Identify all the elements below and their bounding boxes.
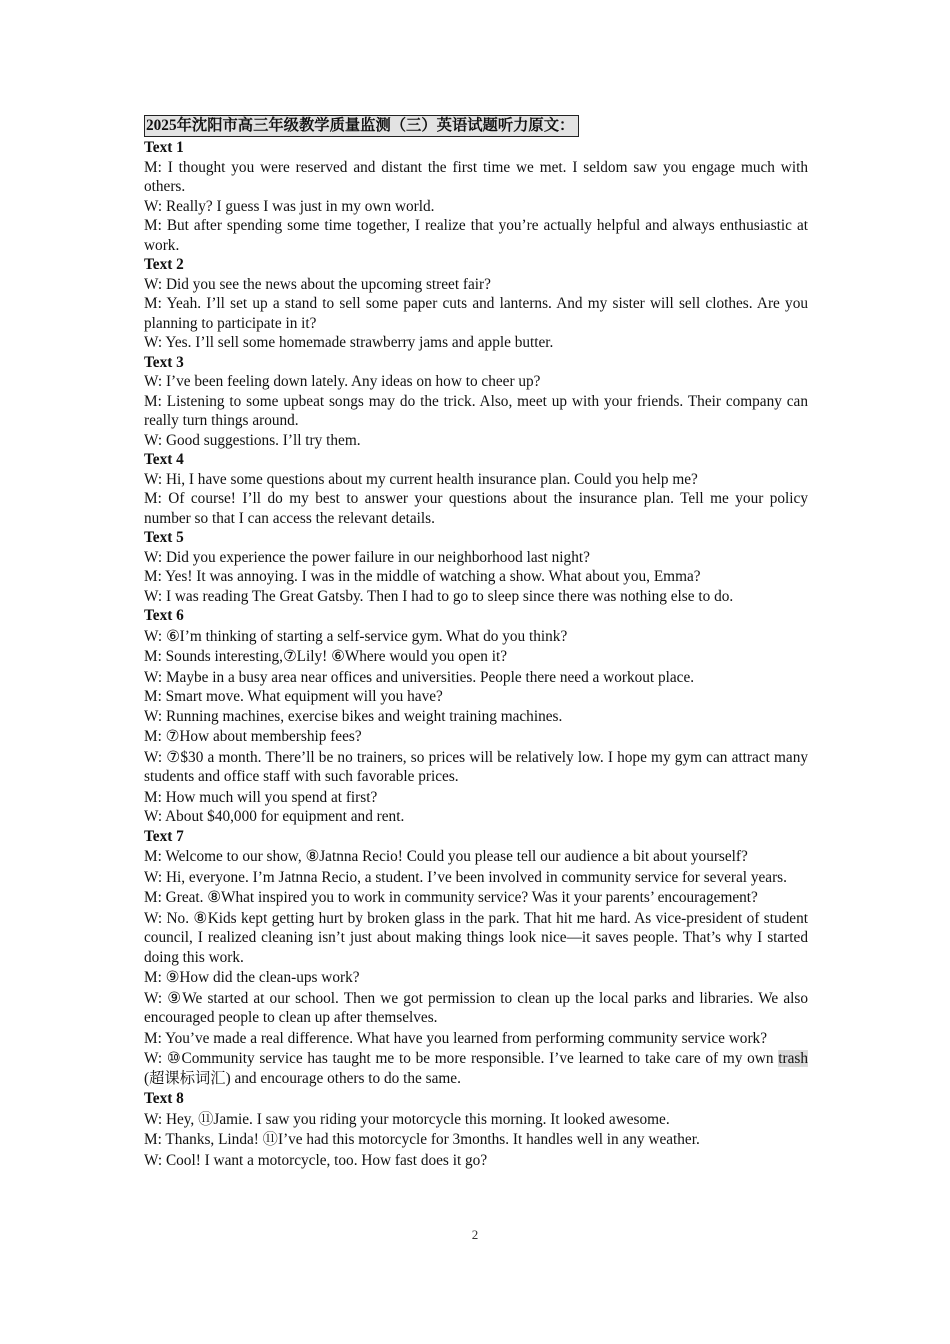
text-sections: [144, 138, 808, 1170]
dialogue-line: M: But after spending some time together, I realize that you’re actually helpful and always enthusiastic at work.: [144, 217, 808, 254]
dialogue-line: W: Hey, ⑪Jamie. I saw you riding your motorcycle this morning. It looked awesome.: [144, 1110, 670, 1128]
dialogue-line: M: ⑦How about membership fees?: [144, 728, 362, 745]
dialogue-line: M: Listening to some upbeat songs may do the trick. Also, meet up with your friends. Their company can really turn things around.: [144, 392, 808, 429]
section-heading: Text 7: [144, 827, 184, 845]
text-section: [144, 138, 808, 255]
section-heading: Text 2: [144, 256, 184, 273]
highlighted-word: trash: [778, 1050, 808, 1067]
text-section: [144, 255, 808, 353]
dialogue-line: M: Yeah. I’ll set up a stand to sell some paper cuts and lanterns. And my sister will sell clothes. Are you planning to participate in it?: [144, 295, 808, 332]
text-section: [144, 606, 808, 827]
page-number: 2: [471, 1227, 479, 1242]
text-section: [144, 1089, 808, 1170]
dialogue-line: W: Did you see the news about the upcoming street fair?: [144, 275, 491, 293]
dialogue-line: M: Of course! I’ll do my best to answer your questions about the insurance plan. Tell me your policy number so that I can access the relevant details.: [144, 490, 808, 527]
section-heading: Text 1: [144, 139, 184, 156]
dialogue-fragment: W: ⑩Community service has taught me to be more responsible. I’ve learned to take care of my own: [144, 1050, 779, 1067]
text-section: [144, 827, 808, 1089]
dialogue-line: W: ⑥I’m thinking of starting a self-service gym. What do you think?: [144, 627, 568, 645]
dialogue-line: W: Yes. I’ll sell some homemade strawberry jams and apple butter.: [144, 334, 554, 351]
dialogue-line: M: How much will you spend at first?: [144, 788, 378, 806]
dialogue-line: W: ⑦$30 a month. There’ll be no trainers, so prices will be relatively low. I hope my gym can attract many students and office staff with such favorable prices.: [144, 748, 808, 785]
dialogue-line: M: Welcome to our show, ⑧Jatnna Recio! Could you please tell our audience a bit about yourself?: [144, 848, 748, 865]
dialogue-line: W: Really? I guess I was just in my own world.: [144, 197, 435, 215]
section-heading: Text 4: [144, 451, 184, 468]
dialogue-line: W: Hi, everyone. I’m Jatnna Recio, a student. I’ve been involved in community service for several years.: [144, 868, 787, 886]
dialogue-line: M: Thanks, Linda! ⑪I’ve had this motorcycle for 3months. It handles well in any weather.: [144, 1131, 700, 1148]
dialogue-line: M: Great. ⑧What inspired you to work in community service? Was it your parents’ encouragement?: [144, 889, 758, 906]
dialogue-line: W: About $40,000 for equipment and rent.: [144, 808, 405, 825]
text-section: [144, 450, 808, 528]
dialogue-line: M: Yes! It was annoying. I was in the middle of watching a show. What about you, Emma?: [144, 568, 701, 585]
section-heading: Text 5: [144, 529, 184, 546]
dialogue-line: [144, 1049, 808, 1088]
dialogue-fragment: (超课标词汇) and encourage others to do the same.: [144, 1069, 461, 1087]
dialogue-line: W: Cool! I want a motorcycle, too. How fast does it go?: [144, 1151, 488, 1169]
dialogue-line: M: Sounds interesting,⑦Lily! ⑥Where would you open it?: [144, 648, 508, 665]
dialogue-line: M: Smart move. What equipment will you have?: [144, 688, 443, 705]
transcript-body: [144, 115, 808, 1170]
dialogue-line: W: Did you experience the power failure in our neighborhood last night?: [144, 548, 590, 566]
document-title: 2025年沈阳市高三年级教学质量监测（三）英语试题听力原文：: [144, 115, 579, 137]
text-section: [144, 353, 808, 451]
dialogue-line: W: ⑨We started at our school. Then we got permission to clean up the local parks and libraries. We also encouraged people to clean up after themselves.: [144, 989, 808, 1026]
dialogue-line: M: I thought you were reserved and distant the first time we met. I seldom saw you engage much with others.: [144, 158, 808, 195]
section-heading: Text 6: [144, 607, 184, 624]
dialogue-line: M: You’ve made a real difference. What have you learned from performing community service work?: [144, 1029, 767, 1047]
section-heading: Text 3: [144, 353, 184, 371]
dialogue-line: W: No. ⑧Kids kept getting hurt by broken glass in the park. That hit me hard. As vice-president of student council, I realized cleaning isn’t just about making things look nice—it saves people. That’s why I started doing this work.: [144, 909, 808, 966]
text-section: [144, 528, 808, 606]
dialogue-line: W: Maybe in a busy area near offices and universities. People there need a workout place.: [144, 668, 695, 686]
dialogue-line: W: Hi, I have some questions about my current health insurance plan. Could you help me?: [144, 470, 698, 488]
dialogue-line: W: I’ve been feeling down lately. Any ideas on how to cheer up?: [144, 373, 541, 390]
dialogue-line: W: I was reading The Great Gatsby. Then I had to go to sleep since there was nothing else to do.: [144, 587, 734, 605]
dialogue-line: W: Good suggestions. I’ll try them.: [144, 431, 361, 449]
section-heading: Text 8: [144, 1090, 184, 1107]
dialogue-line: M: ⑨How did the clean-ups work?: [144, 969, 360, 986]
dialogue-line: W: Running machines, exercise bikes and weight training machines.: [144, 707, 563, 725]
